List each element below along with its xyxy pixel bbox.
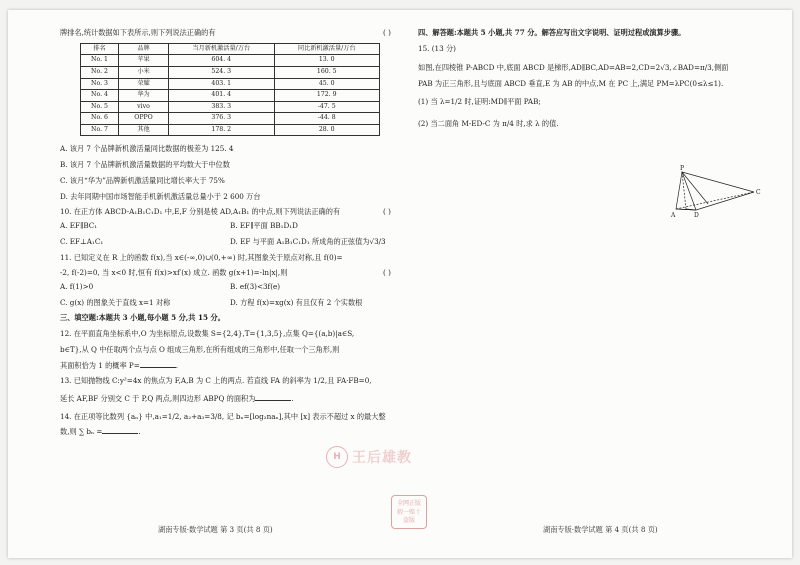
table-cell: No. 2 <box>81 66 119 78</box>
table-cell: No. 7 <box>81 124 119 136</box>
table-cell: 荣耀 <box>119 78 169 90</box>
q12-line2: b∈T},从 Q 中任取两个点与点 O 组成三角形,在所有组成的三角形中,任取一个三角形,则 <box>60 344 340 354</box>
q11-option-a: A. f(1)>0 <box>60 281 94 291</box>
q9-option-b: B. 该月 7 个品牌新机激活量数据的平均数大于中位数 <box>60 160 230 170</box>
table-cell: 172. 9 <box>274 90 380 102</box>
footer-page-3: 湖南专版·数学试题 第 3 页(共 8 页) <box>158 525 273 534</box>
table-row <box>81 55 380 67</box>
table-cell: 178. 2 <box>169 124 275 136</box>
q10-option-b: B. EF∥平面 BB₁D₁D <box>230 221 298 231</box>
label-a: A <box>671 212 676 219</box>
q10-option-d: D. EF 与平面 A₁B₁C₁D₁ 所成角的正弦值为√3/3 <box>230 236 386 246</box>
q11-option-b: B. ef(3)<3f(e) <box>230 281 281 291</box>
q9-option-c: C. 该月“华为”品牌新机激活量同比增长率大于 75% <box>60 175 225 185</box>
table-row <box>81 113 380 125</box>
exam-sheet <box>8 10 792 558</box>
table-header: 排名 <box>81 43 119 55</box>
table-cell: No. 3 <box>81 78 119 90</box>
table-cell: OPPO <box>119 113 169 125</box>
q11-line1: 11. 已知定义在 R 上的函数 f(x),当 x∈(-∞,0)∪(0,+∞) 时,其图象关于原点对称,且 f(0)= <box>60 252 343 262</box>
right-column <box>418 28 768 134</box>
table-cell: 524. 3 <box>169 66 275 78</box>
q10-options-row1 <box>60 221 400 231</box>
q10-option-a: A. EF∥BC₁ <box>60 221 98 231</box>
q12-line1: 12. 在平面直角坐标系中,O 为坐标原点,设数集 S={2,4},T={1,3,5},点集 Q={(a,b)|a∈S, <box>60 329 355 339</box>
table-row <box>81 101 380 113</box>
table-cell: 604. 4 <box>169 55 275 67</box>
table-cell: 376. 3 <box>169 113 275 125</box>
table-row <box>81 78 380 90</box>
q9-intro: 牌排名,统计数据如下表所示,则下列说法正确的有 ( ) <box>60 28 391 37</box>
q15-heading: 15. (13 分) <box>418 43 456 53</box>
activation-table <box>80 43 380 137</box>
label-d: D <box>694 212 699 219</box>
pyramid-figure <box>668 162 764 224</box>
table-header-row <box>81 43 380 55</box>
table-cell: 45. 0 <box>274 78 380 90</box>
q13-line2: 延长 AF,BF 分别交 C 于 P,Q 两点,则四边形 ABPQ 的面积为 . <box>60 393 294 403</box>
q14-line2: 数,则 ∑ bₙ = . <box>60 427 141 437</box>
q10-stem: 10. 在正方体 ABCD-A₁B₁C₁D₁ 中,E,F 分别是棱 AD,A₁B₁ 的中点,则下列说法正确的有 ( ) <box>60 207 391 217</box>
watermark <box>326 446 412 468</box>
table-cell: 401. 4 <box>169 90 275 102</box>
q11-options-row1 <box>60 282 400 292</box>
table-header: 当月新机激活量/万台 <box>169 43 275 55</box>
table-cell: 160. 5 <box>274 66 380 78</box>
answer-blank <box>102 428 138 434</box>
q10-options-row2 <box>60 237 400 247</box>
q9-option-d: D. 去年同期中国市场智能手机新机激活量总量小于 2 600 万台 <box>60 191 261 201</box>
table-header: 同比新机激活量/万台 <box>274 43 380 55</box>
table-cell: 383. 3 <box>169 101 275 113</box>
table-cell: No. 1 <box>81 55 119 67</box>
q13-line1: 13. 已知抛物线 C:y²=4x 的焦点为 F,A,B 为 C 上的两点. 若直线 FA 的斜率为 1/2,且 FA·FB=0, <box>60 376 372 386</box>
section-3-heading: 三、填空题:本题共 3 小题,每小题 5 分,共 15 分。 <box>60 313 225 323</box>
table-row <box>81 90 380 102</box>
section-4-heading: 四、解答题:本题共 5 小题,共 77 分。解答应写出文字说明、证明过程或演算步骤。 <box>418 28 686 37</box>
q11-line2: -2, f(-2)=0, 当 x<0 时,恒有 f(x)>xf′(x) 成立. 函数 g(x+1)=-ln|x|,则 ( ) <box>60 268 391 278</box>
table-cell: 小米 <box>119 66 169 78</box>
q11-options-row2 <box>60 298 400 308</box>
table-cell: -47. 5 <box>274 101 380 113</box>
q15-line1: 如图,在四棱锥 P-ABCD 中,底面 ABCD 是梯形,AD∥BC,AD=AB=2,CD=2√3,∠BAD=π/3,侧面 <box>418 63 729 73</box>
table-cell: 403. 1 <box>169 78 275 90</box>
watermark-logo-icon: H <box>326 446 348 468</box>
table-cell: 其他 <box>119 124 169 136</box>
q15-part2: (2) 当二面角 M-ED-C 为 π/4 时,求 λ 的值. <box>418 118 559 128</box>
table-cell: vivo <box>119 101 169 113</box>
table-cell: No. 5 <box>81 101 119 113</box>
table-header: 品牌 <box>119 43 169 55</box>
table-cell: 13. 0 <box>274 55 380 67</box>
q15-line2: PAB 为正三角形,且与底面 ABCD 垂直,E 为 AB 的中点,M 在 PC 上,满足 PM=λPC(0≤λ≤1). <box>418 79 724 89</box>
q12-line3: 其面积恰为 1 的概率 P= . <box>60 360 179 370</box>
answer-blank <box>255 395 291 401</box>
table-cell: -44. 8 <box>274 113 380 125</box>
table-cell: 华为 <box>119 90 169 102</box>
watermark-text: 王后雄教 <box>352 450 412 466</box>
table-cell: No. 4 <box>81 90 119 102</box>
table-row <box>81 66 380 78</box>
q10-option-c: C. EF⊥A₁C₁ <box>60 236 104 246</box>
q14-line1: 14. 在正项等比数列 {aₙ} 中,a₁=1/2, a₂+a₃=3/8, 记 bₙ=[log₂naₙ],其中 [x] 表示不超过 x 的最大整 <box>60 411 386 421</box>
table-cell: No. 6 <box>81 113 119 125</box>
q11-option-d: D. 方程 f(x)=xg(x) 有且仅有 2 个实数根 <box>230 297 363 307</box>
q15-part1: (1) 当 λ=1/2 时,证明:MD∥平面 PAB; <box>418 96 541 106</box>
label-c: C <box>756 189 761 196</box>
table-cell: 28. 0 <box>274 124 380 136</box>
table-cell: 苹果 <box>119 55 169 67</box>
q11-option-c: C. g(x) 的图象关于直线 x=1 对称 <box>60 297 171 307</box>
left-column <box>60 28 400 443</box>
anti-piracy-stamp: 全网正版 假一赔十 盗版 <box>391 495 427 529</box>
table-row <box>81 124 380 136</box>
q9-option-a: A. 该月 7 个品牌新机激活量同比数据的极差为 125. 4 <box>60 144 234 154</box>
answer-blank <box>140 362 176 368</box>
label-p: P <box>680 165 685 172</box>
footer-page-4: 湖南专版·数学试题 第 4 页(共 8 页) <box>543 525 658 534</box>
